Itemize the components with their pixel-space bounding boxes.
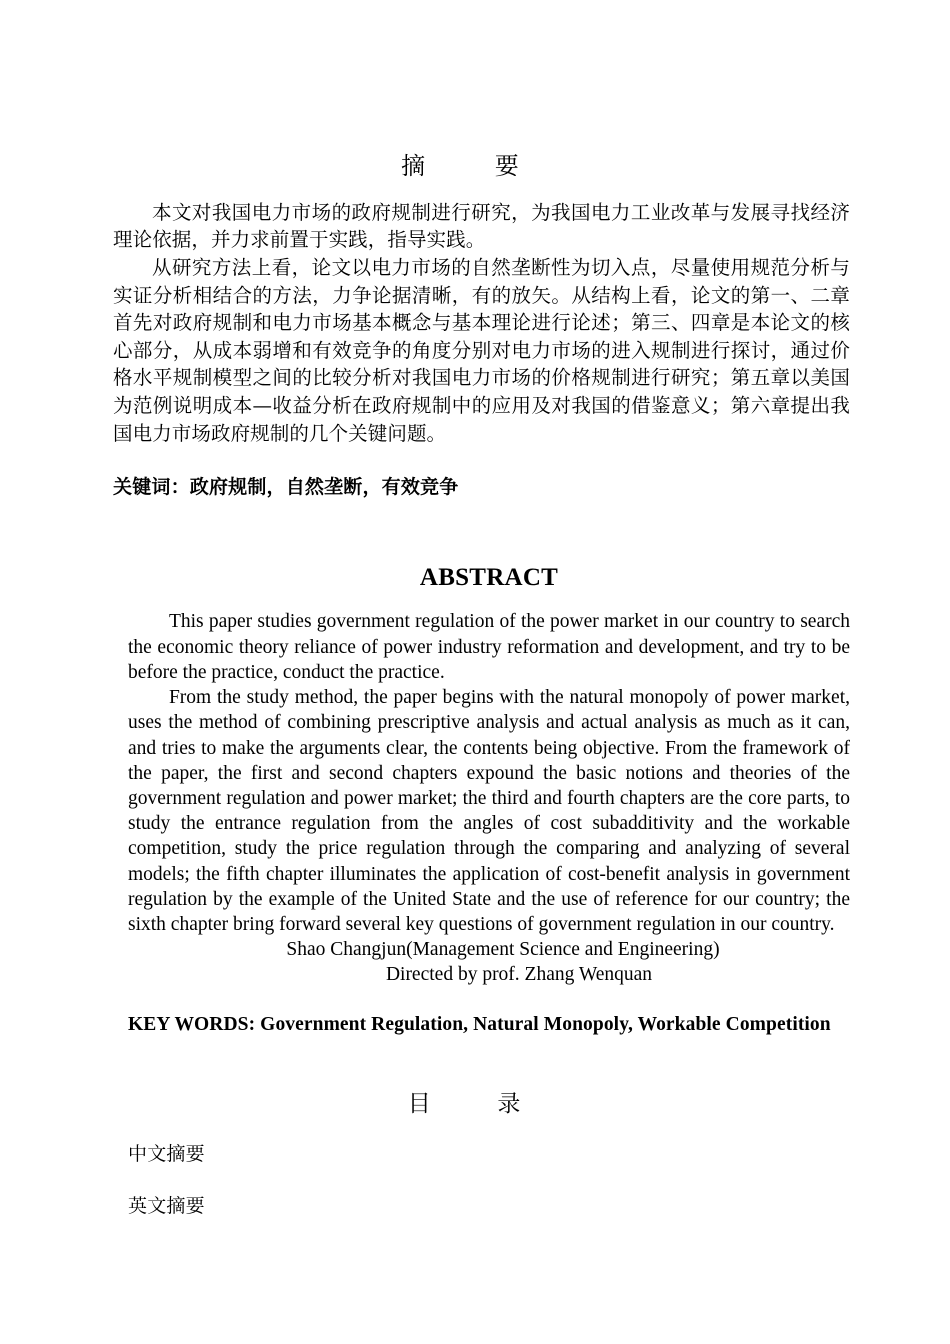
page-content-column: [113, 0, 850, 1246]
author-line: Shao Changjun(Management Science and Engineering): [286, 939, 720, 961]
chinese-abstract-section: [113, 152, 850, 501]
english-abstract-section: [128, 563, 850, 988]
english-abstract-paragraph-1: This paper studies government regulation of the power market in our country to search the economic theory reliance of power industry reformation and development, and try to be before the practice, conduct the practice.: [128, 611, 850, 683]
advisor-line: Directed by prof. Zhang Wenquan: [385, 964, 653, 986]
table-of-contents-list: [128, 1142, 850, 1218]
english-abstract-paragraph-2: From the study method, the paper begins with the natural monopoly of power market, uses the method of combining prescriptive analysis and actual analysis as much as it can, and tries to make the arguments clear, the contents being objective. From the framework of the paper, the first and second chapters expound the basic notions and theories of the government regulation and power market; the third and fourth chapters are the core parts, to study the entrance regulation from the angles of cost subadditivity and the workable competition, study the price regulation through the comparing and analyzing of several models; the fifth chapter illuminates the application of cost-benefit analysis in government regulation by the example of the United State and the use of reference for our country; the sixth chapter bring forward several key questions of government regulation in our country.: [128, 687, 850, 935]
chinese-keywords-line: 关键词：政府规制，自然垄断，有效竞争: [113, 476, 459, 499]
english-keywords-line: KEY WORDS: Government Regulation, Natural Monopoly, Workable Competition: [128, 1013, 831, 1035]
toc-entry-english-abstract[interactable]: 英文摘要: [128, 1195, 205, 1218]
table-of-contents-heading: 目 录: [407, 1090, 528, 1117]
chinese-abstract-heading: 摘 要: [401, 152, 526, 180]
chinese-abstract-paragraph-1: 本文对我国电力市场的政府规制进行研究，为我国电力工业改革与发展寻找经济理论依据，并力求前置于实践，指导实践。: [113, 200, 850, 252]
chinese-abstract-paragraph-2: 从研究方法上看，论文以电力市场的自然垄断性为切入点，尽量使用规范分析与实证分析相结合的方法，力争论据清晰，有的放矢。从结构上看，论文的第一、二章首先对政府规制和电力市场基本概念与基本理论进行论述；第三、四章是本论文的核心部分，从成本弱增和有效竞争的角度分别对电力市场的进入规制进行探讨，通过价格水平规制模型之间的比较分析对我国电力市场的价格规制进行研究；第五章以美国为范例说明成本—收益分析在政府规制中的应用及对我国的借鉴意义；第六章提出我国电力市场政府规制的几个关键问题。: [113, 255, 850, 445]
table-of-contents-section: [113, 1091, 850, 1219]
english-abstract-heading: ABSTRACT: [419, 563, 559, 591]
toc-entry-chinese-abstract[interactable]: 中文摘要: [128, 1143, 205, 1166]
